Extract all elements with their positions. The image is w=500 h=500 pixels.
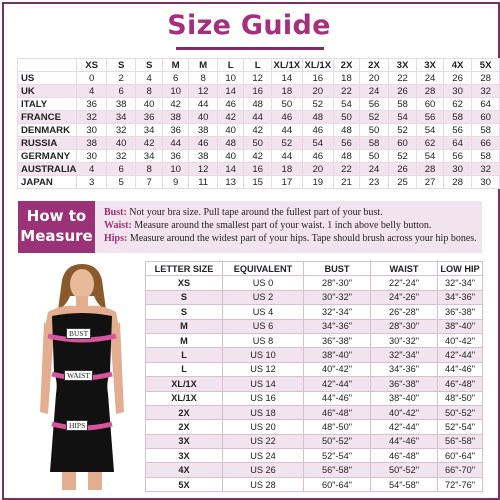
measurement-cell: 26"-28" [371, 305, 438, 319]
size-value: 48 [217, 137, 244, 150]
size-value: 20 [302, 85, 333, 98]
size-value: 64 [472, 98, 500, 111]
size-value: 64 [443, 137, 472, 150]
size-value: 40 [136, 98, 163, 111]
size-value: 58 [472, 124, 500, 137]
conversion-size-header: 3X [417, 59, 444, 72]
size-value: 32 [472, 85, 500, 98]
size-value: 15 [244, 176, 272, 189]
letter-size-cell: 2X [146, 405, 223, 419]
waist-key: Waist: [104, 220, 132, 231]
measurement-cell: 56"-58" [438, 434, 483, 448]
size-value: 44 [271, 150, 302, 163]
size-value: 46 [271, 111, 302, 124]
size-value: 58 [360, 137, 389, 150]
letter-size-cell: 3X [146, 434, 223, 448]
measurement-cell: 32"-34" [304, 305, 371, 319]
size-conversion-table [17, 58, 500, 189]
measurement-cell: 36"-38" [438, 305, 483, 319]
letter-size-cell: 3X [146, 449, 223, 463]
size-value: 38 [189, 150, 217, 163]
size-value: 20 [360, 72, 389, 85]
size-value: 58 [472, 150, 500, 163]
size-value: 54 [388, 111, 417, 124]
measurement-cell: 40"-42" [438, 333, 483, 347]
measurement-cell: US 28 [223, 477, 304, 491]
size-value: 12 [244, 72, 272, 85]
size-value: 48 [333, 150, 360, 163]
conversion-size-header: L [244, 59, 272, 72]
size-value: 36 [77, 98, 107, 111]
measurement-cell: 34"-36" [371, 362, 438, 376]
size-value: 36 [162, 124, 189, 137]
size-value: 12 [189, 85, 217, 98]
measurement-cell: 36"-38" [371, 377, 438, 391]
measurement-cell: 52"-54" [438, 420, 483, 434]
size-value: 28 [443, 176, 472, 189]
size-value: 54 [417, 150, 444, 163]
conversion-header-row [18, 59, 500, 72]
measurement-cell: 60"-64" [304, 477, 371, 491]
size-value: 14 [217, 163, 244, 176]
measurement-cell: US 26 [223, 463, 304, 477]
conversion-size-header: 2X [333, 59, 360, 72]
size-value: 42 [244, 150, 272, 163]
measurement-cell: 30"-32" [304, 290, 371, 304]
letter-size-table [145, 261, 483, 492]
measurement-cell: US 22 [223, 434, 304, 448]
size-value: 3 [77, 176, 107, 189]
measurement-cell: 40"-42" [371, 405, 438, 419]
measurement-cell: 42"-44" [304, 377, 371, 391]
conversion-size-header: M [162, 59, 189, 72]
size-value: 44 [162, 137, 189, 150]
size-value: 56 [333, 137, 360, 150]
size-value: 18 [271, 163, 302, 176]
size-value: 34 [136, 150, 163, 163]
country-label: ITALY [18, 98, 77, 111]
measurement-cell: 50"-52" [371, 463, 438, 477]
country-label: US [18, 72, 77, 85]
size-value: 50 [360, 150, 389, 163]
conversion-size-header: M [189, 59, 217, 72]
size-value: 44 [189, 98, 217, 111]
country-label: JAPAN [18, 176, 77, 189]
size-value: 44 [244, 111, 272, 124]
size-value: 9 [162, 176, 189, 189]
size-value: 22 [333, 85, 360, 98]
column-header: WAIST [371, 262, 438, 276]
size-value: 24 [360, 163, 389, 176]
size-value: 14 [271, 72, 302, 85]
table-row [146, 377, 483, 391]
how-to-measure-badge [18, 201, 95, 253]
measurement-cell: US 20 [223, 420, 304, 434]
measurement-cell: 48"-50" [438, 391, 483, 405]
measurement-cell: 30"-32" [371, 333, 438, 347]
size-value: 30 [472, 176, 500, 189]
measurement-cell: US 6 [223, 319, 304, 333]
size-value: 48 [244, 98, 272, 111]
letter-size-cell: L [146, 362, 223, 376]
size-value: 6 [106, 85, 135, 98]
conversion-size-header: S [136, 59, 163, 72]
size-value: 46 [189, 137, 217, 150]
size-value: 10 [217, 72, 244, 85]
letter-size-cell: XL/1X [146, 377, 223, 391]
letter-size-cell: M [146, 333, 223, 347]
column-header: EQUIVALENT [223, 262, 304, 276]
measurement-cell: 36"-38" [304, 333, 371, 347]
size-value: 11 [189, 176, 217, 189]
size-value: 16 [302, 72, 333, 85]
size-value: 6 [106, 163, 135, 176]
size-value: 46 [302, 124, 333, 137]
bust-text: Not your bra size. Pull tape around the fullest part of your bust. [126, 207, 383, 218]
measurement-cell: 50"-52" [438, 405, 483, 419]
size-value: 7 [136, 176, 163, 189]
size-value: 16 [244, 85, 272, 98]
size-value: 60 [388, 137, 417, 150]
size-value: 56 [360, 98, 389, 111]
measurement-cell: US 12 [223, 362, 304, 376]
size-value: 4 [136, 72, 163, 85]
table-row [18, 98, 500, 111]
column-header: LETTER SIZE [146, 262, 223, 276]
table-row [146, 333, 483, 347]
measurement-cell: 34"-36" [304, 319, 371, 333]
measurement-cell: US 14 [223, 377, 304, 391]
size-value: 32 [77, 111, 107, 124]
measurement-cell: US 4 [223, 305, 304, 319]
measurement-cell: 50"-52" [304, 434, 371, 448]
column-header: LOW HIP [438, 262, 483, 276]
measurement-cell: 48"-50" [304, 420, 371, 434]
size-value: 0 [77, 72, 107, 85]
size-value: 48 [333, 124, 360, 137]
measurement-cell: 44"-46" [438, 362, 483, 376]
size-value: 40 [189, 111, 217, 124]
size-value: 22 [388, 72, 417, 85]
size-value: 58 [443, 111, 472, 124]
size-value: 42 [136, 137, 163, 150]
table-row [146, 477, 483, 491]
size-value: 46 [302, 150, 333, 163]
letter-size-cell: 5X [146, 477, 223, 491]
size-value: 52 [360, 111, 389, 124]
dress-illustration [18, 262, 146, 490]
measurement-cell: 46"-48" [304, 405, 371, 419]
measurement-cell: 38"-40" [438, 319, 483, 333]
size-value: 8 [189, 72, 217, 85]
table-row [18, 163, 500, 176]
size-value: 10 [162, 85, 189, 98]
table-row [18, 124, 500, 137]
country-label: GERMANY [18, 150, 77, 163]
size-value: 13 [217, 176, 244, 189]
letter-size-header-row [146, 262, 483, 276]
table-row [146, 290, 483, 304]
size-value: 20 [302, 163, 333, 176]
size-value: 36 [162, 150, 189, 163]
size-value: 32 [472, 163, 500, 176]
conversion-size-header: XL/1X [302, 59, 333, 72]
conversion-size-header: 3X [388, 59, 417, 72]
measurement-cell: 46"-48" [438, 377, 483, 391]
letter-size-cell: 2X [146, 420, 223, 434]
size-value: 28 [417, 163, 444, 176]
size-value: 40 [106, 137, 135, 150]
how-to-instructions [104, 206, 484, 245]
table-row [146, 362, 483, 376]
size-value: 36 [136, 111, 163, 124]
size-value: 50 [360, 124, 389, 137]
measurement-cell: US 18 [223, 405, 304, 419]
measurement-cell: 32"-34" [438, 276, 483, 290]
measurement-cell: US 16 [223, 391, 304, 405]
table-row [18, 176, 500, 189]
size-value: 5 [106, 176, 135, 189]
size-value: 12 [189, 163, 217, 176]
measurement-cell: 52"-54" [304, 449, 371, 463]
size-value: 30 [77, 150, 107, 163]
size-value: 10 [162, 163, 189, 176]
size-value: 38 [106, 98, 135, 111]
measurement-cell: US 8 [223, 333, 304, 347]
table-row [18, 150, 500, 163]
size-value: 56 [443, 124, 472, 137]
country-label: AUSTRALIA [18, 163, 77, 176]
letter-size-cell: S [146, 305, 223, 319]
bust-instruction [104, 206, 484, 219]
table-row [18, 111, 500, 124]
table-row [146, 405, 483, 419]
size-value: 50 [244, 137, 272, 150]
measurement-cell: 44"-46" [304, 391, 371, 405]
size-value: 8 [136, 163, 163, 176]
size-value: 52 [302, 98, 333, 111]
country-label: RUSSIA [18, 137, 77, 150]
page-title: Size Guide [167, 10, 331, 41]
size-value: 6 [162, 72, 189, 85]
measurement-cell: 46"-48" [371, 449, 438, 463]
title-underline [176, 47, 324, 50]
size-value: 66 [472, 137, 500, 150]
size-value: 40 [217, 124, 244, 137]
size-value: 54 [302, 137, 333, 150]
measurement-cell: 34"-36" [438, 290, 483, 304]
size-value: 62 [443, 98, 472, 111]
letter-size-cell: XS [146, 276, 223, 290]
conversion-size-header: XL/1X [271, 59, 302, 72]
size-value: 30 [77, 124, 107, 137]
size-value: 26 [443, 72, 472, 85]
waist-text: Measure around the smallest part of your waist. 1 inch above belly button. [131, 220, 432, 231]
size-value: 19 [302, 176, 333, 189]
column-header: BUST [304, 262, 371, 276]
letter-size-cell: XL/1X [146, 391, 223, 405]
size-value: 42 [217, 111, 244, 124]
table-row [146, 449, 483, 463]
size-value: 27 [417, 176, 444, 189]
size-value: 52 [271, 137, 302, 150]
country-label: FRANCE [18, 111, 77, 124]
how-to-label: How to [26, 207, 87, 225]
conversion-corner-cell [18, 59, 77, 72]
size-value: 34 [136, 124, 163, 137]
size-value: 8 [136, 85, 163, 98]
size-value: 22 [333, 163, 360, 176]
size-value: 34 [106, 111, 135, 124]
size-value: 21 [333, 176, 360, 189]
size-value: 4 [77, 85, 107, 98]
letter-size-cell: S [146, 290, 223, 304]
size-value: 23 [360, 176, 389, 189]
measurement-cell: 44"-46" [371, 434, 438, 448]
measurement-cell: US 24 [223, 449, 304, 463]
size-value: 16 [244, 163, 272, 176]
country-label: UK [18, 85, 77, 98]
size-value: 32 [106, 150, 135, 163]
table-row [18, 137, 500, 150]
size-value: 52 [388, 124, 417, 137]
measurement-cell: 40"-42" [304, 362, 371, 376]
size-value: 54 [333, 98, 360, 111]
size-value: 30 [443, 163, 472, 176]
size-value: 4 [77, 163, 107, 176]
size-value: 42 [244, 124, 272, 137]
size-value: 26 [388, 85, 417, 98]
table-row [146, 434, 483, 448]
letter-size-cell: 4X [146, 463, 223, 477]
table-row [146, 463, 483, 477]
table-row [146, 391, 483, 405]
conversion-size-header: 4X [443, 59, 472, 72]
table-row [18, 72, 500, 85]
measurement-cell: 66"-70" [438, 463, 483, 477]
size-value: 62 [417, 137, 444, 150]
size-value: 52 [388, 150, 417, 163]
measurement-cell: 42"-44" [371, 420, 438, 434]
table-row [146, 420, 483, 434]
size-value: 2 [106, 72, 135, 85]
table-row [18, 85, 500, 98]
measurement-cell: US 0 [223, 276, 304, 290]
size-value: 28 [472, 72, 500, 85]
size-value: 50 [333, 111, 360, 124]
measurement-cell: 38"-40" [371, 391, 438, 405]
size-value: 26 [388, 163, 417, 176]
letter-size-cell: L [146, 348, 223, 362]
hips-text: Measure around the widest part of your hips. Tape should brush across your hip bones. [127, 233, 477, 244]
size-value: 60 [417, 98, 444, 111]
size-value: 24 [360, 85, 389, 98]
measurement-cell: US 2 [223, 290, 304, 304]
measure-label: Measure [20, 227, 93, 245]
measurement-cell: 24"-26" [371, 290, 438, 304]
measurement-cell: 72"-76" [438, 477, 483, 491]
size-value: 28 [417, 85, 444, 98]
size-value: 24 [417, 72, 444, 85]
measurement-cell: 28"-30" [304, 276, 371, 290]
size-value: 48 [302, 111, 333, 124]
size-value: 32 [106, 124, 135, 137]
size-value: 14 [217, 85, 244, 98]
size-value: 40 [217, 150, 244, 163]
waist-instruction [104, 219, 484, 232]
size-value: 18 [333, 72, 360, 85]
size-value: 25 [388, 176, 417, 189]
measurement-cell: 60"-64" [438, 449, 483, 463]
size-value: 17 [271, 176, 302, 189]
conversion-size-header: 5X [472, 59, 500, 72]
measurement-cell: 22"-24" [371, 276, 438, 290]
size-value: 56 [417, 111, 444, 124]
conversion-size-header: S [106, 59, 135, 72]
hips-key: Hips: [104, 233, 128, 244]
table-row [146, 319, 483, 333]
conversion-size-header: XS [77, 59, 107, 72]
conversion-size-header: 2X [360, 59, 389, 72]
hips-instruction [104, 232, 484, 245]
measurement-cell: 28"-30" [371, 319, 438, 333]
measurement-cell: 32"-34" [371, 348, 438, 362]
size-value: 54 [417, 124, 444, 137]
size-value: 60 [472, 111, 500, 124]
size-value: 38 [162, 111, 189, 124]
size-value: 44 [271, 124, 302, 137]
size-value: 56 [443, 150, 472, 163]
hips-tag: HIPS [66, 420, 88, 431]
country-label: DENMARK [18, 124, 77, 137]
measurement-cell: US 10 [223, 348, 304, 362]
size-value: 46 [217, 98, 244, 111]
table-row [146, 348, 483, 362]
measurement-cell: 54"-58" [371, 477, 438, 491]
table-row [146, 305, 483, 319]
size-value: 38 [77, 137, 107, 150]
measurement-cell: 42"-44" [438, 348, 483, 362]
size-value: 38 [189, 124, 217, 137]
size-value: 30 [443, 85, 472, 98]
measurement-cell: 56"-58" [304, 463, 371, 477]
bust-tag: BUST [66, 328, 91, 339]
size-value: 50 [271, 98, 302, 111]
bust-key: Bust: [104, 207, 127, 218]
size-value: 58 [388, 98, 417, 111]
size-value: 18 [271, 85, 302, 98]
letter-size-cell: M [146, 319, 223, 333]
waist-tag: WAIST [64, 370, 93, 381]
measurement-cell: 38"-40" [304, 348, 371, 362]
table-row [146, 276, 483, 290]
size-value: 42 [162, 98, 189, 111]
conversion-size-header: L [217, 59, 244, 72]
